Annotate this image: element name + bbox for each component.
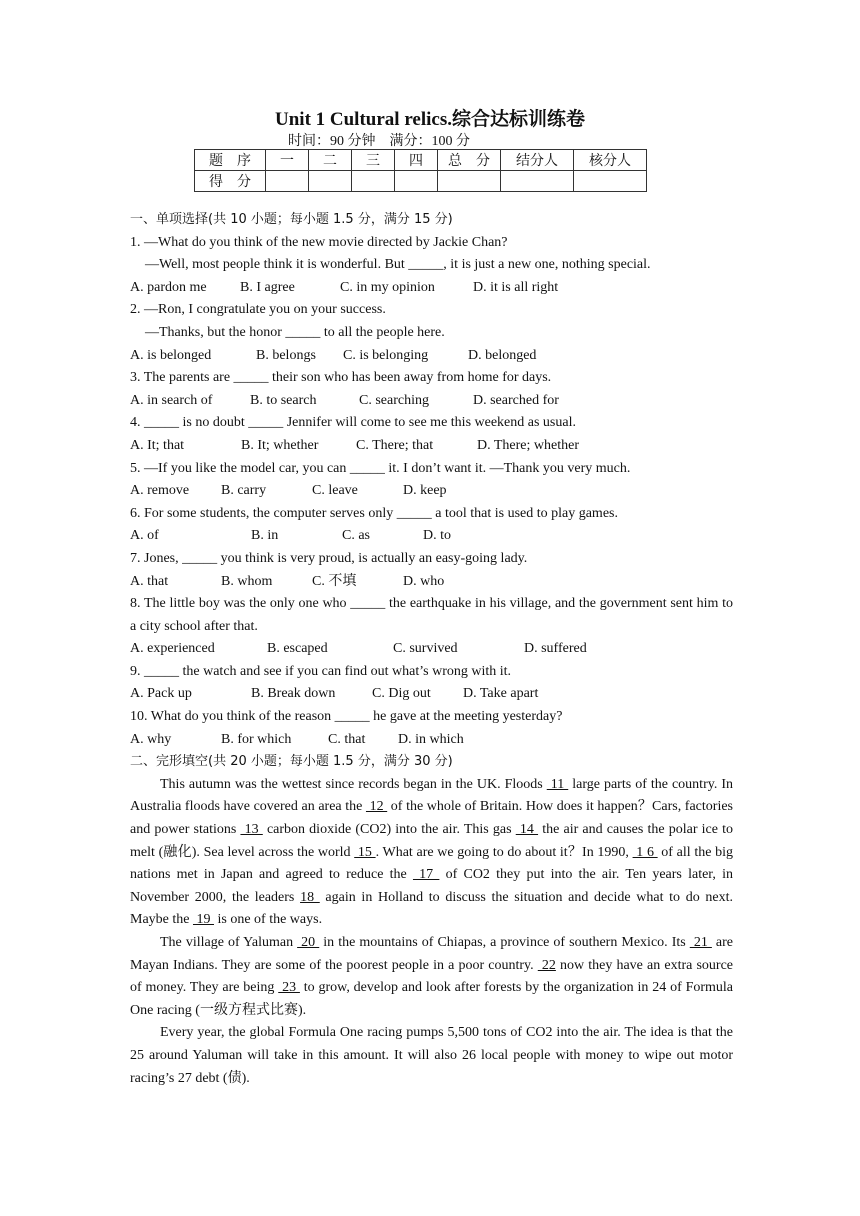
question-1: [130, 232, 733, 300]
blank-26: 26: [461, 1047, 476, 1063]
option: C. searching: [359, 392, 429, 408]
score-table-header-row: [195, 150, 647, 171]
option: D. belonged: [468, 347, 537, 363]
option: B. in: [251, 528, 279, 544]
cloze-paragraph: [130, 1022, 733, 1090]
score-cell: 得 分: [195, 171, 266, 192]
score-table: [194, 149, 647, 192]
option: B. for which: [221, 731, 292, 747]
passage-text: again in Holland to discuss the situation and decide what to do next. Maybe the: [130, 889, 733, 928]
option: A. is belonged: [130, 347, 212, 363]
score-cell: 总 分: [438, 150, 501, 171]
option: A. It; that: [130, 437, 185, 453]
option: A. pardon me: [130, 279, 207, 295]
question-8: [130, 593, 733, 661]
score-cell: [395, 171, 438, 192]
passage-text: around Yaluman will take in this amount. It will also: [144, 1047, 462, 1063]
option: B. whom: [221, 573, 273, 589]
option: A. that: [130, 573, 169, 589]
blank-14: 14: [515, 822, 539, 838]
passage-text: Every year, the global Formula One racing pumps 5,500 tons of CO2 into the air. The idea is that the: [160, 1025, 733, 1041]
answer-options: [130, 571, 733, 594]
question-stem: 5. —If you like the model car, you can _____ it. I don’t want it. —Thank you very much.: [130, 460, 631, 476]
answer-options: [130, 435, 733, 458]
blank-27: 27: [177, 1070, 192, 1086]
passage-text: debt (债).: [191, 1070, 250, 1086]
question-10: [130, 706, 733, 751]
passage-text: now they have an extra source of money. They are being: [130, 957, 733, 996]
blank-24: 24: [652, 980, 667, 996]
answer-options: [130, 390, 733, 413]
score-cell: [438, 171, 501, 192]
option: C. Dig out: [372, 686, 431, 702]
score-cell: 题 序: [195, 150, 266, 171]
score-cell: [266, 171, 309, 192]
question-2: [130, 299, 733, 367]
question-stem: 10. What do you think of the reason _____ he gave at the meeting yesterday?: [130, 709, 563, 725]
passage-text: of CO2 they put into the air. Ten years later, in November 2000, the leaders: [130, 867, 734, 905]
option: D. who: [403, 573, 445, 589]
option: D. suffered: [524, 641, 587, 657]
option: B. escaped: [267, 641, 328, 657]
question-5: [130, 458, 733, 503]
question-stem: 9. _____ the watch and see if you can find out what’s wrong with it.: [130, 663, 512, 679]
passage-text: in the mountains of Chiapas, a province of southern Mexico. Its: [319, 935, 690, 950]
score-table-value-row: [195, 171, 647, 192]
blank-13: 13: [240, 822, 263, 838]
option: A. why: [130, 731, 172, 747]
section-heading: 一、单项选择(共 10 小题；每小题 1.5 分，满分 15 分): [130, 212, 453, 227]
option: D. Take apart: [463, 686, 539, 702]
option: A. experienced: [130, 641, 215, 657]
option: B. I agree: [240, 279, 295, 295]
question-4: [130, 412, 733, 457]
section-heading: 二、完形填空(共 20 小题；每小题 1.5 分，满分 30 分): [130, 754, 453, 770]
question-6: [130, 503, 733, 548]
option: B. carry: [221, 483, 267, 499]
answer-options: [130, 345, 733, 368]
blank-16: 1 6: [632, 844, 658, 860]
score-cell: [501, 171, 574, 192]
blank-20: 20: [297, 935, 320, 950]
question-9: [130, 661, 733, 706]
answer-options: [130, 277, 733, 300]
option: B. It; whether: [241, 437, 319, 453]
blank-22: 22: [537, 957, 556, 973]
blank-25: 25: [130, 1047, 144, 1063]
passage-text: carbon dioxide (CO2) into the air. This gas: [262, 822, 516, 838]
question-stem: 6. For some students, the computer serves only _____ a tool that is used to play games.: [130, 505, 618, 521]
question-stem: 8. The little boy was the only one who _____ the earthquake in his village, and the government sent him to a city school after that.: [130, 596, 733, 634]
question-7: [130, 548, 733, 593]
option: D. keep: [403, 483, 447, 499]
option: A. Pack up: [130, 686, 192, 702]
option: D. it is all right: [473, 279, 559, 295]
option: D. in which: [398, 731, 464, 747]
passage-text: are Mayan Indians. They are some of the poorest people in a poor country.: [130, 935, 734, 973]
score-cell: 核分人: [574, 150, 647, 171]
passage-text: This autumn was the wettest since records began in the UK. Floods: [160, 776, 547, 792]
option: D. searched for: [473, 392, 559, 408]
score-cell: 二: [309, 150, 352, 171]
option: C. is belonging: [343, 347, 429, 363]
question-stem: 4. _____ is no doubt _____ Jennifer will come to see me this weekend as usual.: [130, 415, 576, 431]
blank-17: 17: [412, 867, 440, 883]
score-cell: 一: [266, 150, 309, 171]
option: C. 不填: [312, 573, 357, 589]
option: A. remove: [130, 483, 190, 499]
question-stem: 2. —Ron, I congratulate you on your success.: [130, 302, 386, 318]
passage-text: of the whole of Britain. How does it happen？Cars, factories and power stations: [130, 799, 733, 838]
option: C. that: [328, 731, 366, 747]
passage-text: The village of Yaluman: [160, 935, 298, 950]
option: B. Break down: [251, 686, 336, 702]
blank-12: 12: [365, 799, 388, 815]
cloze-paragraph: [130, 774, 733, 932]
page-title: Unit 1 Cultural relics.综合达标训练卷: [275, 109, 585, 130]
option: B. to search: [250, 392, 317, 408]
answer-options: [130, 683, 733, 706]
option: C. survived: [393, 641, 458, 657]
question-stem-reply: —Thanks, but the honor _____ to all the people here.: [145, 324, 445, 340]
option: D. There; whether: [477, 437, 579, 453]
option: A. of: [130, 528, 159, 544]
question-stem: 3. The parents are _____ their son who has been away from home for days.: [130, 370, 552, 386]
option: D. to: [423, 528, 451, 544]
option: C. as: [342, 528, 370, 544]
passage-text: local people with money to wipe out motor racing’s: [130, 1047, 733, 1086]
score-cell: 结分人: [501, 150, 574, 171]
passage-text: of all the big nations met in Japan and agreed to reduce the: [130, 844, 734, 883]
exam-time-info: 时间：90 分钟 满分：100 分: [288, 134, 470, 149]
passage-text: the air and causes the polar ice to melt (融化). Sea level across the world: [130, 822, 734, 860]
answer-options: [130, 638, 733, 661]
score-cell: 四: [395, 150, 438, 171]
blank-15: 15: [354, 844, 376, 860]
score-cell: [309, 171, 352, 192]
question-3: [130, 367, 733, 412]
blank-23: 23: [278, 980, 300, 996]
passage-text: large parts of the country. In Australia floods have covered an area the: [130, 776, 733, 815]
question-stem: 1. —What do you think of the new movie directed by Jackie Chan?: [130, 234, 508, 250]
score-cell: [352, 171, 395, 192]
exam-body: [130, 209, 733, 1090]
passage-text: of Formula One racing (一级方程式比赛).: [130, 980, 734, 1018]
passage-text: is one of the ways.: [213, 912, 323, 928]
answer-options: [130, 525, 733, 548]
answer-options: [130, 480, 733, 503]
blank-11: 11: [546, 776, 569, 792]
answer-options: [130, 729, 733, 752]
option: C. leave: [312, 483, 358, 499]
score-cell: 三: [352, 150, 395, 171]
passage-text: to grow, develop and look after forests by the organization in: [299, 980, 653, 996]
question-stem-reply: —Well, most people think it is wonderful. But _____, it is just a new one, nothing special.: [145, 257, 651, 273]
passage-text: . What are we going to do about it？In 1990,: [375, 844, 633, 860]
blank-18: 18: [300, 889, 320, 905]
score-cell: [574, 171, 647, 192]
option: B. belongs: [256, 347, 316, 363]
cloze-paragraph: [130, 932, 733, 1022]
option: C. in my opinion: [340, 279, 435, 295]
option: C. There; that: [356, 437, 434, 453]
blank-21: 21: [689, 935, 712, 950]
blank-19: 19: [192, 912, 214, 928]
option: A. in search of: [130, 392, 213, 408]
question-stem: 7. Jones, _____ you think is very proud, is actually an easy-going lady.: [130, 550, 528, 566]
